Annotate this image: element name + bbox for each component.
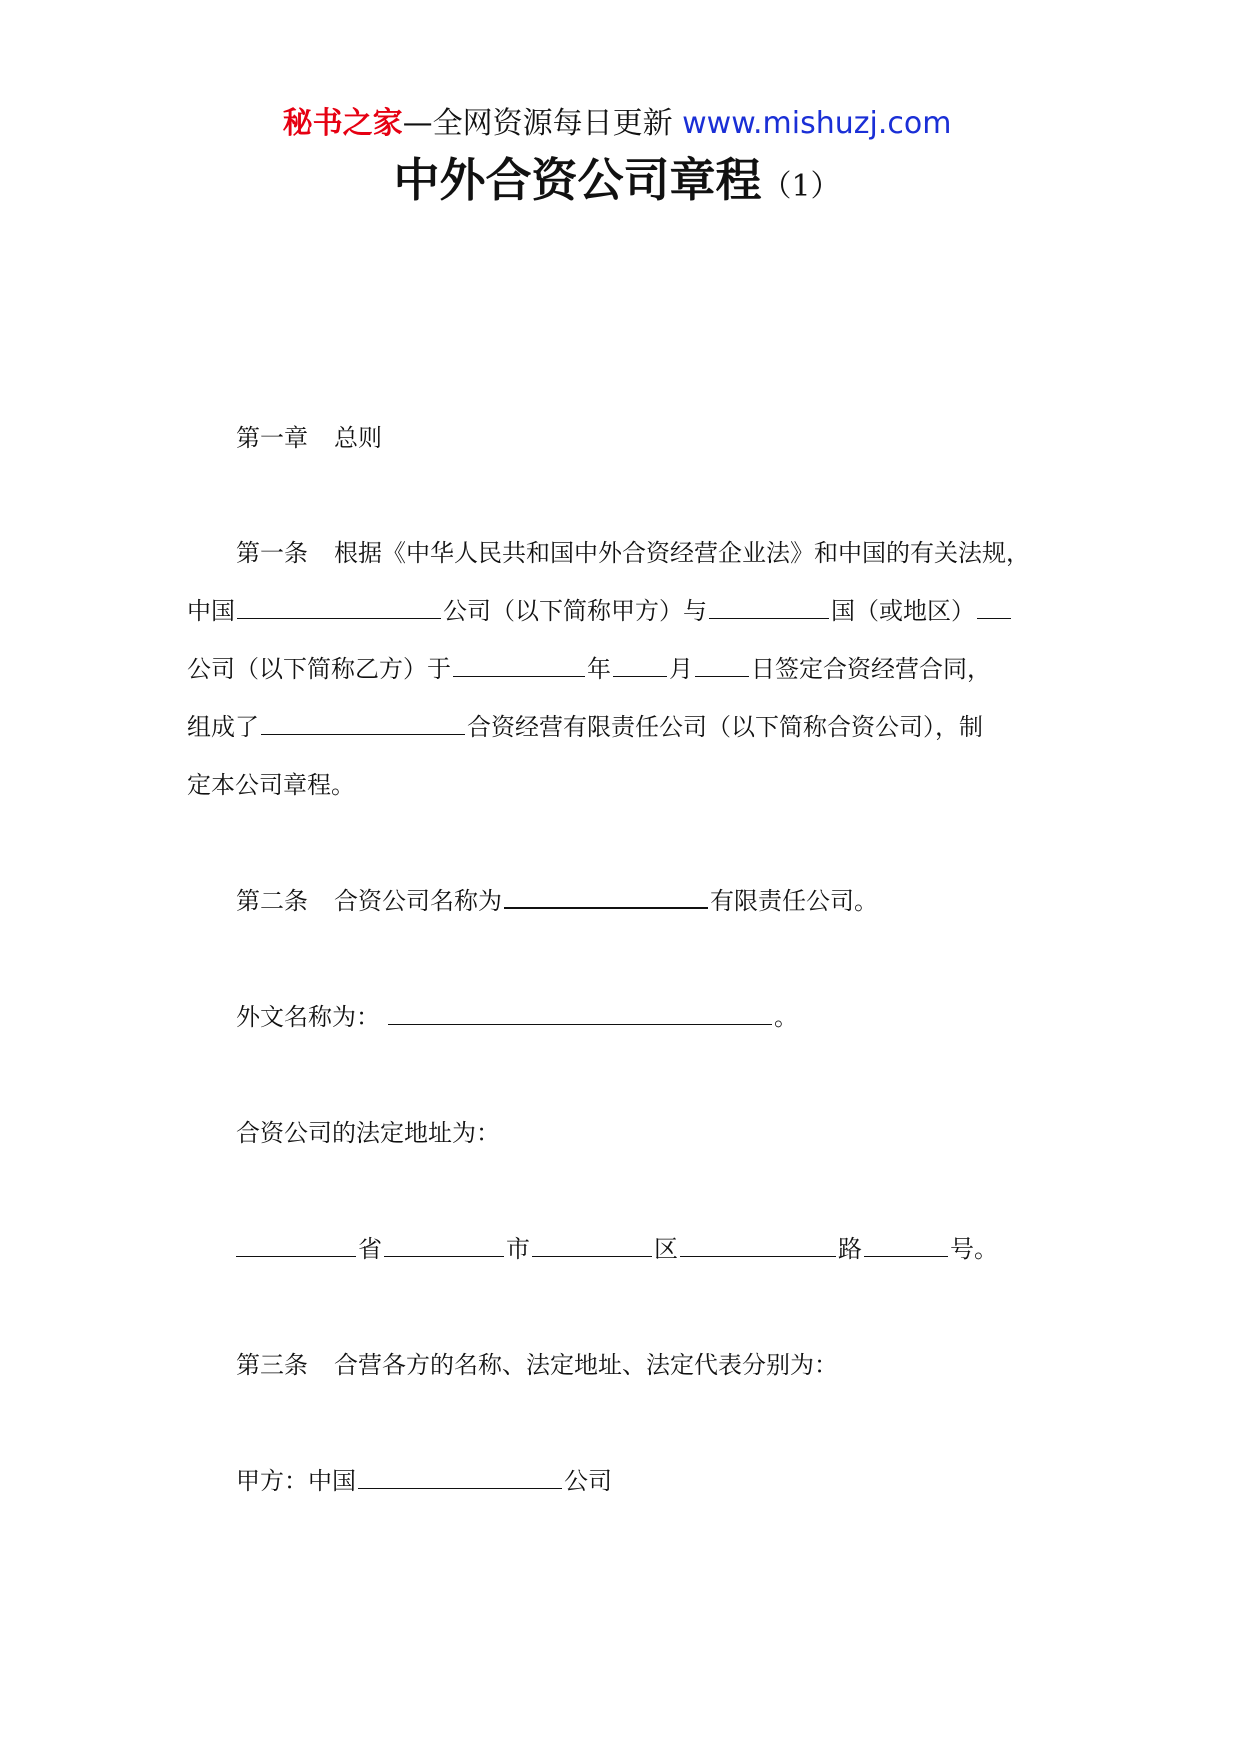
text-segment: 月 [669,655,693,683]
text-segment: 路 [838,1235,862,1263]
text-segment: 公司（以下简称甲方）与 [443,597,707,625]
address-blanks-line [236,1232,998,1266]
foreign-name-line [236,1000,798,1034]
text-segment: 合资公司名称为 [334,887,502,915]
fill-blank [237,598,441,619]
article-1-line-5 [187,768,355,802]
article-text: 根据《中华人民共和国中外合资经营企业法》和中国的有关法规， [334,539,1030,567]
text-segment: 定本公司章程。 [187,771,355,799]
watermark-header [0,104,1234,144]
fill-blank [709,598,829,619]
text-segment: 合资经营有限责任公司（以下简称合资公司），制 [467,713,983,741]
header-url[interactable]: www.mishuzj.com [682,106,952,141]
fill-blank [504,887,708,909]
fill-blank [613,656,667,677]
chapter-label: 第一章 [236,424,308,452]
article-1-line-1 [236,536,1030,570]
fill-blank [680,1236,836,1257]
article-2-line-1 [236,884,878,918]
chapter-heading [236,421,382,455]
document-title [0,150,1234,221]
text-segment: 。 [774,1003,798,1031]
fill-blank [261,714,465,735]
title-suffix: （1） [761,169,841,204]
text-segment: 市 [506,1235,530,1263]
text-segment: 年 [587,655,611,683]
article-1-line-4 [187,710,983,744]
text-segment: 国（或地区） [831,597,975,625]
brand-name: 秘书之家 [282,106,403,141]
text-segment: 区 [654,1235,678,1263]
fill-blank [453,656,585,677]
text-segment: 甲方：中国 [236,1467,356,1495]
text-segment: 合营各方的名称、法定地址、法定代表分别为： [334,1351,838,1379]
article-3-line-1 [236,1348,838,1382]
fill-blank [864,1236,948,1257]
text-segment: 公司 [564,1467,612,1495]
article-1-line-3 [187,652,991,686]
text-segment: 省 [358,1235,382,1263]
text-segment: 日签定合资经营合同， [751,655,991,683]
text-segment: 公司（以下简称乙方）于 [187,655,451,683]
fill-blank [532,1236,652,1257]
article-1-line-2 [187,594,1013,628]
text-segment: 合资公司的法定地址为： [236,1119,500,1147]
text-segment: 组成了 [187,713,259,741]
text-segment: 外文名称为： [236,1003,380,1031]
header-slogan: —全网资源每日更新 [402,106,673,141]
fill-blank [388,1004,772,1025]
fill-blank [384,1236,504,1257]
fill-blank [236,1236,356,1257]
party-a-line [236,1464,612,1498]
article-label: 第三条 [236,1351,308,1379]
chapter-name: 总则 [334,424,382,452]
text-segment: 有限责任公司。 [710,887,878,915]
article-label: 第二条 [236,887,308,915]
fill-blank [977,598,1011,619]
article-label: 第一条 [236,539,308,567]
fill-blank [358,1468,562,1489]
address-label-line [236,1116,500,1150]
title-main: 中外合资公司章程 [393,153,762,207]
fill-blank [695,656,749,677]
text-segment: 号。 [950,1235,998,1263]
text-segment: 中国 [187,597,235,625]
